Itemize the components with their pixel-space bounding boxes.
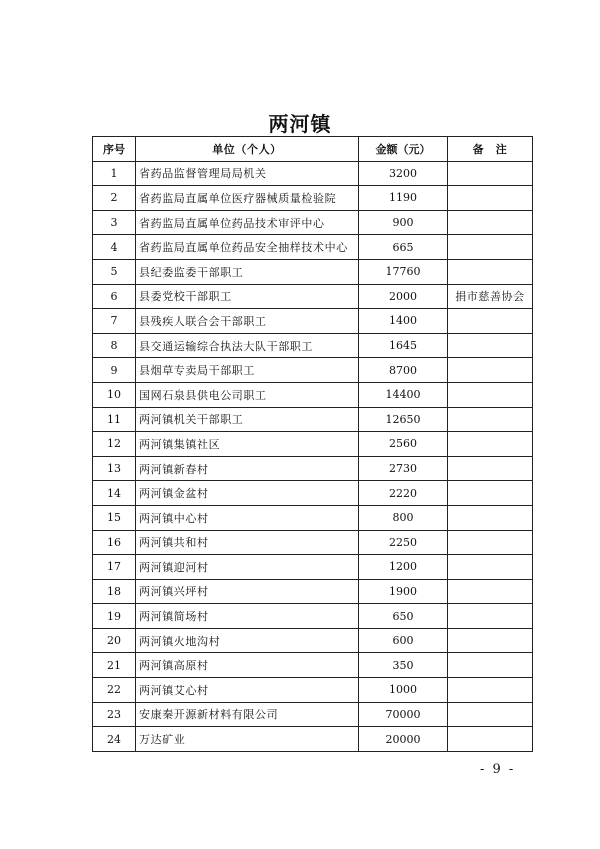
cell-serial-number: 5 [93,259,136,284]
cell-unit: 两河镇火地沟村 [136,628,359,653]
header-note: 备 注 [448,137,533,162]
table-row [93,653,533,678]
table-row [93,309,533,334]
cell-serial-number: 2 [93,186,136,211]
table-row [93,210,533,235]
cell-unit: 两河镇共和村 [136,530,359,555]
cell-serial-number: 6 [93,284,136,309]
cell-amount: 600 [359,628,448,653]
cell-unit: 县委党校干部职工 [136,284,359,309]
cell-note: 捐市慈善协会 [448,284,533,309]
table-row [93,432,533,457]
cell-unit: 两河镇新春村 [136,456,359,481]
cell-amount: 12650 [359,407,448,432]
cell-note [448,333,533,358]
cell-note [448,432,533,457]
cell-amount: 1900 [359,579,448,604]
cell-unit: 国网石泉县供电公司职工 [136,382,359,407]
cell-serial-number: 8 [93,333,136,358]
cell-note [448,604,533,629]
cell-amount: 70000 [359,702,448,727]
cell-note [448,678,533,703]
cell-unit: 两河镇迎河村 [136,555,359,580]
cell-unit: 两河镇中心村 [136,505,359,530]
page-title: 两河镇 [268,112,332,136]
cell-serial-number: 21 [93,653,136,678]
table-row [93,555,533,580]
cell-amount: 2250 [359,530,448,555]
cell-unit: 县纪委监委干部职工 [136,259,359,284]
cell-unit: 省药品监督管理局局机关 [136,161,359,186]
cell-unit: 两河镇艾心村 [136,678,359,703]
table-row [93,382,533,407]
cell-serial-number: 17 [93,555,136,580]
table-row [93,358,533,383]
cell-unit: 县烟草专卖局干部职工 [136,358,359,383]
cell-note [448,702,533,727]
cell-serial-number: 12 [93,432,136,457]
cell-serial-number: 3 [93,210,136,235]
cell-unit: 万达矿业 [136,727,359,752]
cell-serial-number: 10 [93,382,136,407]
cell-serial-number: 18 [93,579,136,604]
cell-amount: 1000 [359,678,448,703]
cell-serial-number: 23 [93,702,136,727]
cell-note [448,161,533,186]
cell-serial-number: 19 [93,604,136,629]
table-row [93,259,533,284]
cell-serial-number: 4 [93,235,136,260]
cell-unit: 两河镇集镇社区 [136,432,359,457]
table-row [93,235,533,260]
cell-note [448,382,533,407]
cell-unit: 两河镇兴坪村 [136,579,359,604]
cell-serial-number: 16 [93,530,136,555]
cell-note [448,530,533,555]
cell-amount: 1200 [359,555,448,580]
cell-note [448,407,533,432]
cell-unit: 县交通运输综合执法大队干部职工 [136,333,359,358]
cell-amount: 3200 [359,161,448,186]
table-row [93,727,533,752]
cell-amount: 2560 [359,432,448,457]
table-row [93,481,533,506]
cell-amount: 1645 [359,333,448,358]
cell-serial-number: 24 [93,727,136,752]
cell-serial-number: 20 [93,628,136,653]
cell-amount: 17760 [359,259,448,284]
table-row [93,333,533,358]
cell-note [448,235,533,260]
table-row [93,284,533,309]
cell-unit: 省药监局直属单位医疗器械质量检验院 [136,186,359,211]
cell-note [448,259,533,284]
header-amount: 金额（元） [359,137,448,162]
cell-note [448,727,533,752]
cell-unit: 县残疾人联合会干部职工 [136,309,359,334]
cell-serial-number: 22 [93,678,136,703]
cell-amount: 900 [359,210,448,235]
table-row [93,702,533,727]
header-unit: 单位（个人） [136,137,359,162]
cell-amount: 2730 [359,456,448,481]
cell-serial-number: 13 [93,456,136,481]
cell-note [448,210,533,235]
table-header-row [93,137,533,162]
cell-serial-number: 15 [93,505,136,530]
table-row [93,186,533,211]
table-row [93,579,533,604]
cell-unit: 两河镇高原村 [136,653,359,678]
table-row [93,505,533,530]
cell-note [448,628,533,653]
cell-serial-number: 1 [93,161,136,186]
cell-amount: 1190 [359,186,448,211]
cell-amount: 650 [359,604,448,629]
header-serial-number: 序号 [93,137,136,162]
cell-amount: 8700 [359,358,448,383]
cell-amount: 2000 [359,284,448,309]
table-row [93,530,533,555]
cell-unit: 省药监局直属单位药品技术审评中心 [136,210,359,235]
cell-amount: 1400 [359,309,448,334]
table-row [93,628,533,653]
cell-unit: 两河镇金盆村 [136,481,359,506]
cell-note [448,309,533,334]
cell-unit: 省药监局直属单位药品安全抽样技术中心 [136,235,359,260]
table-row [93,456,533,481]
cell-serial-number: 14 [93,481,136,506]
cell-unit: 两河镇机关干部职工 [136,407,359,432]
cell-note [448,505,533,530]
cell-note [448,653,533,678]
table-row [93,678,533,703]
cell-serial-number: 11 [93,407,136,432]
cell-note [448,481,533,506]
cell-note [448,358,533,383]
cell-amount: 20000 [359,727,448,752]
cell-note [448,555,533,580]
table-row [93,161,533,186]
page-number: - 9 - [480,762,516,777]
cell-amount: 800 [359,505,448,530]
cell-unit: 两河镇简场村 [136,604,359,629]
cell-amount: 14400 [359,382,448,407]
cell-unit: 安康秦开源新材料有限公司 [136,702,359,727]
donation-table [92,136,533,752]
table-row [93,604,533,629]
cell-amount: 350 [359,653,448,678]
cell-amount: 665 [359,235,448,260]
cell-note [448,579,533,604]
cell-note [448,456,533,481]
cell-serial-number: 7 [93,309,136,334]
table-row [93,407,533,432]
cell-note [448,186,533,211]
cell-serial-number: 9 [93,358,136,383]
cell-amount: 2220 [359,481,448,506]
